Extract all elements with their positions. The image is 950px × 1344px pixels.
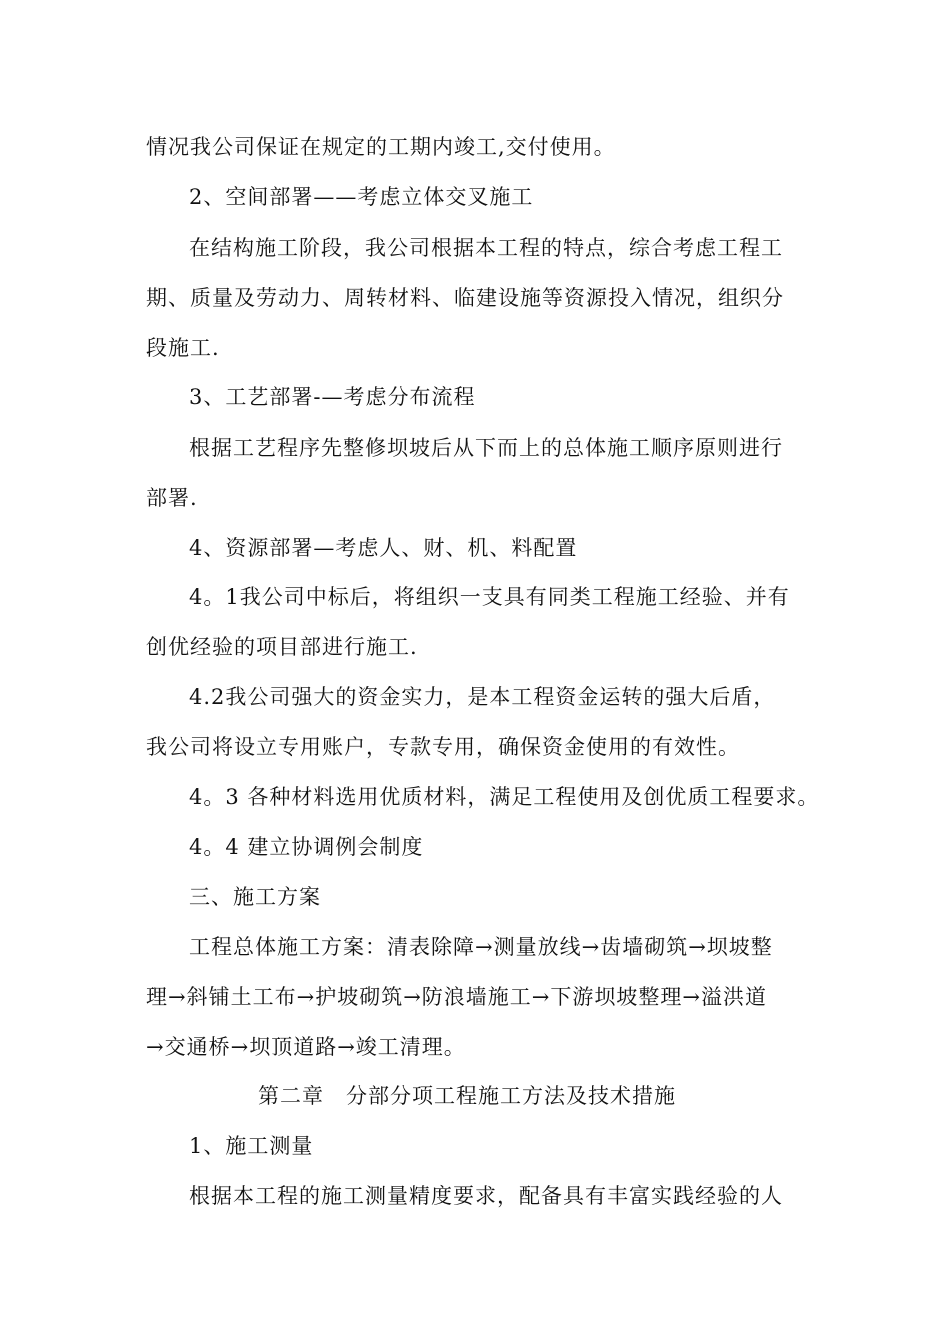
- paragraph-line: 情况我公司保证在规定的工期内竣工,交付使用。: [146, 135, 616, 159]
- paragraph-line: 部署.: [146, 486, 198, 510]
- paragraph-line: 4.2我公司强大的资金实力，是本工程资金运转的强大后盾，: [189, 685, 776, 709]
- paragraph-line: 工程总体施工方案：清表除障→测量放线→齿墙砌筑→坝坡整: [189, 935, 773, 959]
- paragraph-line: 理→斜铺土工布→护坡砌筑→防浪墙施工→下游坝坡整理→溢洪道: [146, 985, 767, 1009]
- paragraph-line: 我公司将设立专用账户，专款专用，确保资金使用的有效性。: [146, 735, 740, 759]
- paragraph-line: 创优经验的项目部进行施工.: [146, 635, 418, 659]
- paragraph-line: 根据工艺程序先整修坝坡后从下而上的总体施工顺序原则进行: [189, 436, 783, 460]
- paragraph-line: 4。1我公司中标后，将组织一支具有同类工程施工经验、并有: [189, 585, 790, 609]
- paragraph-line: 段施工.: [146, 336, 220, 360]
- paragraph-line: 期、质量及劳动力、周转材料、临建设施等资源投入情况，组织分: [146, 286, 784, 310]
- section-heading: 4、资源部署—考虑人、财、机、料配置: [189, 536, 578, 560]
- section-heading: 2、空间部署——考虑立体交叉施工: [189, 185, 534, 209]
- paragraph-line: 根据本工程的施工测量精度要求，配备具有丰富实践经验的人: [189, 1184, 783, 1208]
- paragraph-line: 4。4 建立协调例会制度: [189, 835, 424, 859]
- chapter-heading: 第二章 分部分项工程施工方法及技术措施: [258, 1084, 676, 1108]
- section-heading: 1、施工测量: [189, 1134, 314, 1158]
- paragraph-line: →交通桥→坝顶道路→竣工清理。: [146, 1035, 466, 1059]
- paragraph-line: 4。3 各种材料选用优质材料，满足工程使用及创优质工程要求。: [189, 785, 820, 809]
- paragraph-line: 在结构施工阶段，我公司根据本工程的特点，综合考虑工程工: [189, 236, 783, 260]
- section-heading: 3、工艺部署-—考虑分布流程: [189, 385, 476, 409]
- section-heading: 三、施工方案: [189, 885, 321, 909]
